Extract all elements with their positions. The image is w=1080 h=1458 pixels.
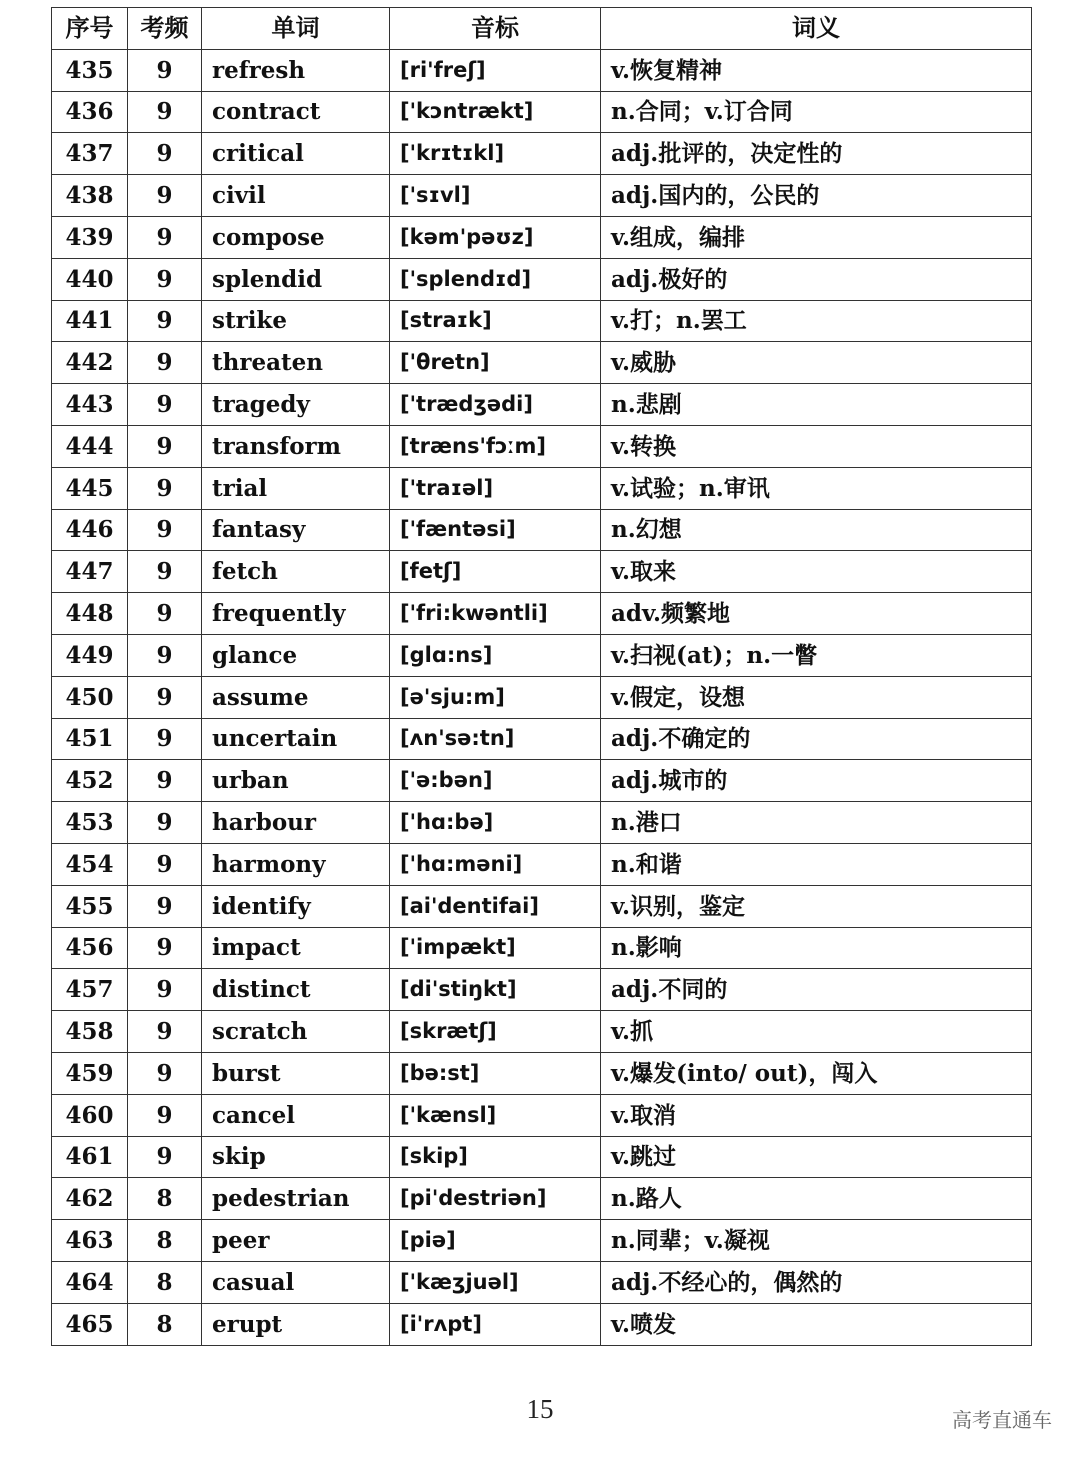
table-row (52, 49, 1032, 91)
header-frequency: 考频 (128, 8, 202, 50)
frequency-cell: 9 (128, 1052, 202, 1094)
phonetic-cell: [straɪk] (390, 300, 601, 342)
meaning-cell: n.悲剧 (601, 384, 1032, 426)
table-row (52, 133, 1032, 175)
word-cell: pedestrian (202, 1178, 390, 1220)
frequency-cell: 9 (128, 1011, 202, 1053)
frequency-cell: 9 (128, 258, 202, 300)
page-number: 15 (526, 1394, 554, 1424)
meaning-cell: adj.不确定的 (601, 718, 1032, 760)
word-cell: splendid (202, 258, 390, 300)
table-row (52, 509, 1032, 551)
frequency-cell: 8 (128, 1220, 202, 1262)
phonetic-cell: [piə] (390, 1220, 601, 1262)
index-cell: 446 (52, 509, 128, 551)
meaning-cell: v.组成，编排 (601, 216, 1032, 258)
index-cell: 435 (52, 49, 128, 91)
table-row (52, 843, 1032, 885)
frequency-cell: 9 (128, 927, 202, 969)
table-row (52, 1052, 1032, 1094)
index-cell: 443 (52, 384, 128, 426)
word-cell: distinct (202, 969, 390, 1011)
phonetic-cell: [træns'fɔːm] (390, 425, 601, 467)
word-cell: impact (202, 927, 390, 969)
header-meaning: 词义 (601, 8, 1032, 50)
index-cell: 459 (52, 1052, 128, 1094)
frequency-cell: 8 (128, 1178, 202, 1220)
meaning-cell: n.港口 (601, 802, 1032, 844)
meaning-cell: adj.城市的 (601, 760, 1032, 802)
frequency-cell: 9 (128, 593, 202, 635)
table-row (52, 1011, 1032, 1053)
table-row (52, 1094, 1032, 1136)
phonetic-cell: ['kæʒjuəl] (390, 1261, 601, 1303)
watermark: 高考直通车 (952, 1408, 1052, 1432)
frequency-cell: 9 (128, 384, 202, 426)
meaning-cell: v.爆发(into/ out)，闯入 (601, 1052, 1032, 1094)
word-cell: fetch (202, 551, 390, 593)
phonetic-cell: [ri'freʃ] (390, 49, 601, 91)
phonetic-cell: [skrætʃ] (390, 1011, 601, 1053)
meaning-cell: n.合同；v.订合同 (601, 91, 1032, 133)
phonetic-cell: ['traɪəl] (390, 467, 601, 509)
meaning-cell: adv.频繁地 (601, 593, 1032, 635)
word-cell: strike (202, 300, 390, 342)
table-row (52, 258, 1032, 300)
meaning-cell: v.转换 (601, 425, 1032, 467)
word-cell: contract (202, 91, 390, 133)
frequency-cell: 9 (128, 676, 202, 718)
meaning-cell: v.扫视(at)；n.一瞥 (601, 634, 1032, 676)
word-cell: trial (202, 467, 390, 509)
table-row (52, 1136, 1032, 1178)
meaning-cell: v.打；n.罢工 (601, 300, 1032, 342)
table-row (52, 91, 1032, 133)
meaning-cell: v.威胁 (601, 342, 1032, 384)
index-cell: 465 (52, 1303, 128, 1345)
index-cell: 448 (52, 593, 128, 635)
frequency-cell: 9 (128, 760, 202, 802)
word-cell: threaten (202, 342, 390, 384)
table-row (52, 593, 1032, 635)
table-row (52, 760, 1032, 802)
table-row (52, 216, 1032, 258)
table-row (52, 885, 1032, 927)
word-cell: critical (202, 133, 390, 175)
phonetic-cell: ['krɪtɪkl] (390, 133, 601, 175)
header-index: 序号 (52, 8, 128, 50)
meaning-cell: n.和谐 (601, 843, 1032, 885)
index-cell: 451 (52, 718, 128, 760)
frequency-cell: 9 (128, 342, 202, 384)
word-cell: burst (202, 1052, 390, 1094)
table-row (52, 300, 1032, 342)
table-row (52, 1178, 1032, 1220)
table-row (52, 1303, 1032, 1345)
phonetic-cell: [glɑ:ns] (390, 634, 601, 676)
table-row (52, 634, 1032, 676)
index-cell: 440 (52, 258, 128, 300)
word-cell: assume (202, 676, 390, 718)
phonetic-cell: ['hɑ:məni] (390, 843, 601, 885)
index-cell: 456 (52, 927, 128, 969)
meaning-cell: v.跳过 (601, 1136, 1032, 1178)
frequency-cell: 9 (128, 802, 202, 844)
table-row (52, 384, 1032, 426)
meaning-cell: v.取来 (601, 551, 1032, 593)
table-row (52, 1261, 1032, 1303)
table-row (52, 1220, 1032, 1262)
phonetic-cell: ['kɔntrækt] (390, 91, 601, 133)
word-cell: identify (202, 885, 390, 927)
meaning-cell: adj.批评的，决定性的 (601, 133, 1032, 175)
frequency-cell: 9 (128, 49, 202, 91)
index-cell: 438 (52, 175, 128, 217)
frequency-cell: 8 (128, 1303, 202, 1345)
phonetic-cell: ['splendɪd] (390, 258, 601, 300)
word-cell: civil (202, 175, 390, 217)
phonetic-cell: ['ə:bən] (390, 760, 601, 802)
word-cell: glance (202, 634, 390, 676)
index-cell: 464 (52, 1261, 128, 1303)
index-cell: 457 (52, 969, 128, 1011)
word-cell: refresh (202, 49, 390, 91)
phonetic-cell: [ai'dentifai] (390, 885, 601, 927)
index-cell: 447 (52, 551, 128, 593)
table-row (52, 927, 1032, 969)
table-row (52, 802, 1032, 844)
frequency-cell: 9 (128, 969, 202, 1011)
phonetic-cell: [i'rʌpt] (390, 1303, 601, 1345)
meaning-cell: n.幻想 (601, 509, 1032, 551)
index-cell: 441 (52, 300, 128, 342)
frequency-cell: 8 (128, 1261, 202, 1303)
frequency-cell: 9 (128, 843, 202, 885)
table-row (52, 718, 1032, 760)
index-cell: 436 (52, 91, 128, 133)
meaning-cell: v.取消 (601, 1094, 1032, 1136)
word-cell: erupt (202, 1303, 390, 1345)
phonetic-cell: ['impækt] (390, 927, 601, 969)
frequency-cell: 9 (128, 509, 202, 551)
index-cell: 445 (52, 467, 128, 509)
table-row (52, 425, 1032, 467)
phonetic-cell: ['fri:kwəntli] (390, 593, 601, 635)
meaning-cell: v.喷发 (601, 1303, 1032, 1345)
meaning-cell: adj.国内的，公民的 (601, 175, 1032, 217)
frequency-cell: 9 (128, 133, 202, 175)
frequency-cell: 9 (128, 91, 202, 133)
meaning-cell: adj.不同的 (601, 969, 1032, 1011)
index-cell: 458 (52, 1011, 128, 1053)
word-cell: scratch (202, 1011, 390, 1053)
index-cell: 449 (52, 634, 128, 676)
table-row (52, 969, 1032, 1011)
index-cell: 461 (52, 1136, 128, 1178)
frequency-cell: 9 (128, 1094, 202, 1136)
word-cell: urban (202, 760, 390, 802)
phonetic-cell: [di'stiŋkt] (390, 969, 601, 1011)
meaning-cell: n.影响 (601, 927, 1032, 969)
table-body (52, 49, 1032, 1345)
frequency-cell: 9 (128, 467, 202, 509)
phonetic-cell: ['hɑ:bə] (390, 802, 601, 844)
word-cell: harmony (202, 843, 390, 885)
index-cell: 455 (52, 885, 128, 927)
word-cell: casual (202, 1261, 390, 1303)
meaning-cell: adj.极好的 (601, 258, 1032, 300)
header-word: 单词 (202, 8, 390, 50)
phonetic-cell: [pi'destriən] (390, 1178, 601, 1220)
meaning-cell: v.抓 (601, 1011, 1032, 1053)
table-header-row (52, 8, 1032, 50)
table-row (52, 551, 1032, 593)
phonetic-cell: [kəm'pəʊz] (390, 216, 601, 258)
phonetic-cell: [bə:st] (390, 1052, 601, 1094)
table-row (52, 467, 1032, 509)
phonetic-cell: ['trædʒədi] (390, 384, 601, 426)
vocabulary-table (51, 7, 1032, 1346)
word-cell: peer (202, 1220, 390, 1262)
meaning-cell: v.恢复精神 (601, 49, 1032, 91)
meaning-cell: v.假定，设想 (601, 676, 1032, 718)
frequency-cell: 9 (128, 300, 202, 342)
meaning-cell: adj.不经心的，偶然的 (601, 1261, 1032, 1303)
index-cell: 437 (52, 133, 128, 175)
table-row (52, 175, 1032, 217)
word-cell: fantasy (202, 509, 390, 551)
index-cell: 442 (52, 342, 128, 384)
index-cell: 439 (52, 216, 128, 258)
meaning-cell: n.路人 (601, 1178, 1032, 1220)
index-cell: 452 (52, 760, 128, 802)
frequency-cell: 9 (128, 175, 202, 217)
header-phonetic: 音标 (390, 8, 601, 50)
index-cell: 454 (52, 843, 128, 885)
word-cell: skip (202, 1136, 390, 1178)
frequency-cell: 9 (128, 216, 202, 258)
word-cell: cancel (202, 1094, 390, 1136)
meaning-cell: v.识别，鉴定 (601, 885, 1032, 927)
index-cell: 460 (52, 1094, 128, 1136)
frequency-cell: 9 (128, 885, 202, 927)
frequency-cell: 9 (128, 634, 202, 676)
frequency-cell: 9 (128, 718, 202, 760)
phonetic-cell: ['kænsl] (390, 1094, 601, 1136)
word-cell: harbour (202, 802, 390, 844)
index-cell: 444 (52, 425, 128, 467)
index-cell: 463 (52, 1220, 128, 1262)
word-cell: tragedy (202, 384, 390, 426)
phonetic-cell: [ə'sju:m] (390, 676, 601, 718)
phonetic-cell: ['sɪvl] (390, 175, 601, 217)
word-cell: compose (202, 216, 390, 258)
meaning-cell: v.试验；n.审讯 (601, 467, 1032, 509)
phonetic-cell: ['fæntəsi] (390, 509, 601, 551)
table-row (52, 342, 1032, 384)
phonetic-cell: [fetʃ] (390, 551, 601, 593)
index-cell: 462 (52, 1178, 128, 1220)
phonetic-cell: ['θretn] (390, 342, 601, 384)
phonetic-cell: [skip] (390, 1136, 601, 1178)
index-cell: 453 (52, 802, 128, 844)
index-cell: 450 (52, 676, 128, 718)
phonetic-cell: [ʌn'sə:tn] (390, 718, 601, 760)
table-row (52, 676, 1032, 718)
frequency-cell: 9 (128, 425, 202, 467)
word-cell: transform (202, 425, 390, 467)
frequency-cell: 9 (128, 1136, 202, 1178)
frequency-cell: 9 (128, 551, 202, 593)
meaning-cell: n.同辈；v.凝视 (601, 1220, 1032, 1262)
word-cell: frequently (202, 593, 390, 635)
word-cell: uncertain (202, 718, 390, 760)
